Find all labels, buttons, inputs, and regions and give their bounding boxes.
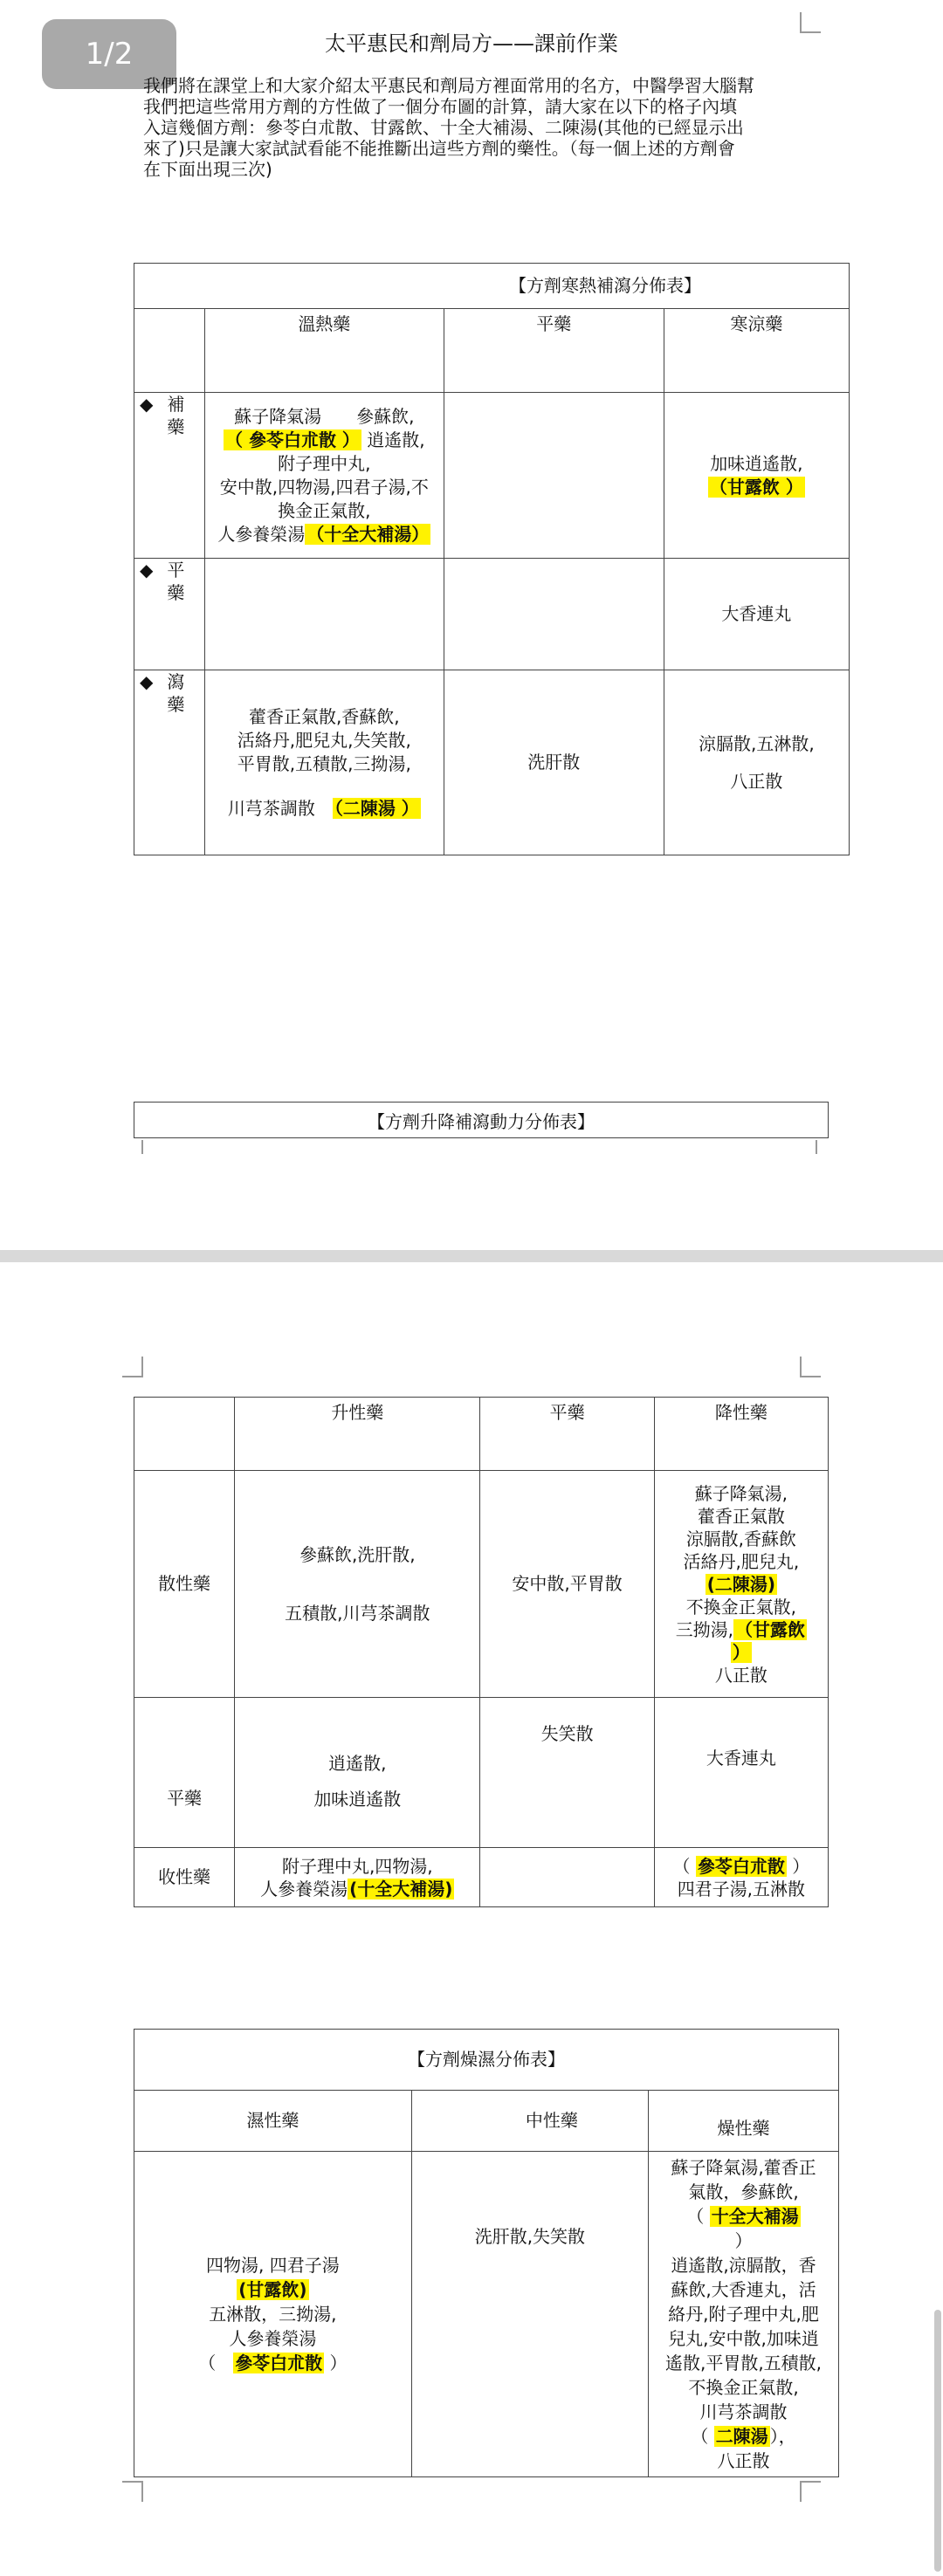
corner-cell	[134, 1398, 235, 1471]
col-header-neutral: 平藥	[444, 309, 664, 393]
col-header-dry: 燥性藥	[649, 2091, 839, 2152]
cell-tonify-cold: 加味逍遙散, （甘露飲 ）	[664, 393, 849, 559]
page-corner-mark	[800, 2481, 821, 2502]
cell-disperse-down: 蘇子降氣湯, 藿香正氣散 涼膈散,香蘇飲 活絡丹,肥兒丸, (二陳湯) 不換金正氣散, 三拗湯, （甘露飲 ） 八正散	[654, 1471, 828, 1698]
highlighted-formula: （ 參苓白朮散 ）	[224, 429, 360, 450]
highlighted-formula: (十全大補湯)	[349, 1878, 453, 1899]
page-corner-mark	[800, 1357, 821, 1377]
cell-tonify-warm: 蘇子降氣湯 參蘇飲, （ 參苓白朮散 ） 逍遙散, 附子理中丸, 安中散,四物湯,四君子湯,不 換金正氣散, 人參養榮湯 （十全大補湯）	[204, 393, 444, 559]
cell-flat-up: 逍遙散, 加味逍遙散	[235, 1698, 480, 1848]
col-header-flat: 平藥	[480, 1398, 654, 1471]
cell-neutral-dry-wet: 洗肝散,失笑散	[411, 2152, 648, 2477]
row-label-purge: ◆ 瀉 藥	[134, 670, 205, 855]
col-header-warm: 溫熱藥	[204, 309, 444, 393]
col-header-ascending: 升性藥	[235, 1398, 480, 1471]
highlighted-formula: （二陳湯 ）	[334, 797, 419, 819]
intro-paragraph	[143, 75, 807, 180]
cell-flat-flat: 失笑散	[480, 1698, 654, 1848]
cell-wet: 四物湯, 四君子湯 (甘露飲) 五淋散，三拗湯, 人參養榮湯 （ 參苓白朮散 ）	[134, 2152, 412, 2477]
row-label-tonify: ◆ 補 藥	[134, 393, 205, 559]
highlighted-formula: （十全大補湯）	[306, 523, 430, 545]
highlighted-formula: 十全大補湯	[711, 2206, 799, 2227]
page-separator	[0, 1250, 943, 1262]
table-caption: 【方劑寒熱補瀉分佈表】	[134, 264, 850, 309]
highlighted-formula: (二陳湯)	[706, 1573, 775, 1595]
table-caption: 【方劑燥濕分佈表】	[134, 2030, 839, 2091]
cell-purge-cold: 涼膈散,五淋散, 八正散	[664, 670, 849, 855]
cell-purge-warm: 藿香正氣散,香蘇飲, 活絡丹,肥兒丸,失笑散, 平胃散,五積散,三拗湯, 川芎茶調散 （二陳湯 ）	[204, 670, 444, 855]
cell-neutral-cold: 大香連丸	[664, 559, 849, 670]
page-corner-mark	[122, 1357, 143, 1377]
row-label-astringent: 收性藥	[134, 1848, 235, 1907]
dry-wet-table	[134, 2029, 839, 2477]
page-corner-mark	[122, 2481, 143, 2502]
cell-disperse-up: 參蘇飲,洗肝散, 五積散,川芎茶調散	[235, 1471, 480, 1698]
row-label-flat: 平藥	[134, 1698, 235, 1848]
cell-astringe-flat	[480, 1848, 654, 1907]
bullet-diamond-icon: ◆	[140, 394, 154, 415]
ascend-descend-table-caption: 【方劑升降補瀉動力分佈表】	[134, 1102, 829, 1138]
col-header-descending: 降性藥	[654, 1398, 828, 1471]
highlighted-formula: 二陳湯	[715, 2426, 768, 2447]
bullet-diamond-icon: ◆	[140, 560, 154, 580]
document-title: 太平惠民和劑局方——課前作業	[325, 31, 618, 56]
intro-line: 我們把這些常用方劑的方性做了一個分布圖的計算，請大家在以下的格子內填	[143, 96, 737, 117]
col-header-mid: 中性藥	[411, 2091, 648, 2152]
intro-line: 我們將在課堂上和大家介紹太平惠民和劑局方裡面常用的名方，中醫學習大腦幫	[143, 75, 754, 96]
document-page-1	[0, 0, 943, 1250]
cell-neutral-neutral	[444, 559, 664, 670]
row-label-dispersing: 散性藥	[134, 1471, 235, 1698]
bullet-diamond-icon: ◆	[140, 671, 154, 692]
cold-hot-table	[134, 263, 850, 855]
cell-disperse-flat: 安中散,平胃散	[480, 1471, 654, 1698]
highlighted-formula: ）	[732, 1641, 750, 1663]
highlighted-formula: （甘露飲 ）	[709, 476, 803, 498]
intro-line: 來了)只是讓大家試試看能不能推斷出這些方劑的藥性。（每一個上述的方劑會	[143, 138, 735, 159]
row-label-neutral: ◆ 平 藥	[134, 559, 205, 670]
page-corner-mark	[126, 1140, 143, 1154]
col-header-cold: 寒涼藥	[664, 309, 849, 393]
highlighted-formula: 參苓白朮散	[235, 2353, 323, 2373]
highlighted-formula: (甘露飲)	[238, 2279, 307, 2300]
ascend-descend-table	[134, 1397, 829, 1907]
highlighted-formula: 參苓白朮散	[697, 1855, 785, 1877]
page-indicator: 1/2	[42, 19, 176, 89]
page-corner-mark	[816, 1140, 833, 1154]
highlighted-formula: （甘露飲	[735, 1618, 806, 1640]
cell-purge-neutral: 洗肝散	[444, 670, 664, 855]
cell-neutral-warm	[204, 559, 444, 670]
cell-astringe-up: 附子理中丸,四物湯, 人參養榮湯 (十全大補湯)	[235, 1848, 480, 1907]
cell-dry: 蘇子降氣湯,藿香正 氣散，參蘇飲, （ 十全大補湯 ） 逍遙散,涼膈散，香 蘇飲,大香連丸，活 絡丹,附子理中丸,肥 兒丸,安中散,加味逍 遙散,平胃散,五積散, 不換金正氣散, 川芎茶調散 （ 二陳湯 ）， 八正散	[649, 2152, 839, 2477]
intro-line: 入這幾個方劑：參苓白朮散、甘露飲、十全大補湯、二陳湯(其他的已經显示出	[143, 117, 744, 138]
intro-line: 在下面出現三次)	[143, 159, 272, 180]
cell-tonify-neutral	[444, 393, 664, 559]
cell-flat-down: 大香連丸	[654, 1698, 828, 1848]
scrollbar-thumb[interactable]	[934, 2310, 941, 2572]
cell-astringe-down: （ 參苓白朮散 ） 四君子湯,五淋散	[654, 1848, 828, 1907]
col-header-wet: 濕性藥	[134, 2091, 412, 2152]
corner-cell	[134, 309, 205, 393]
